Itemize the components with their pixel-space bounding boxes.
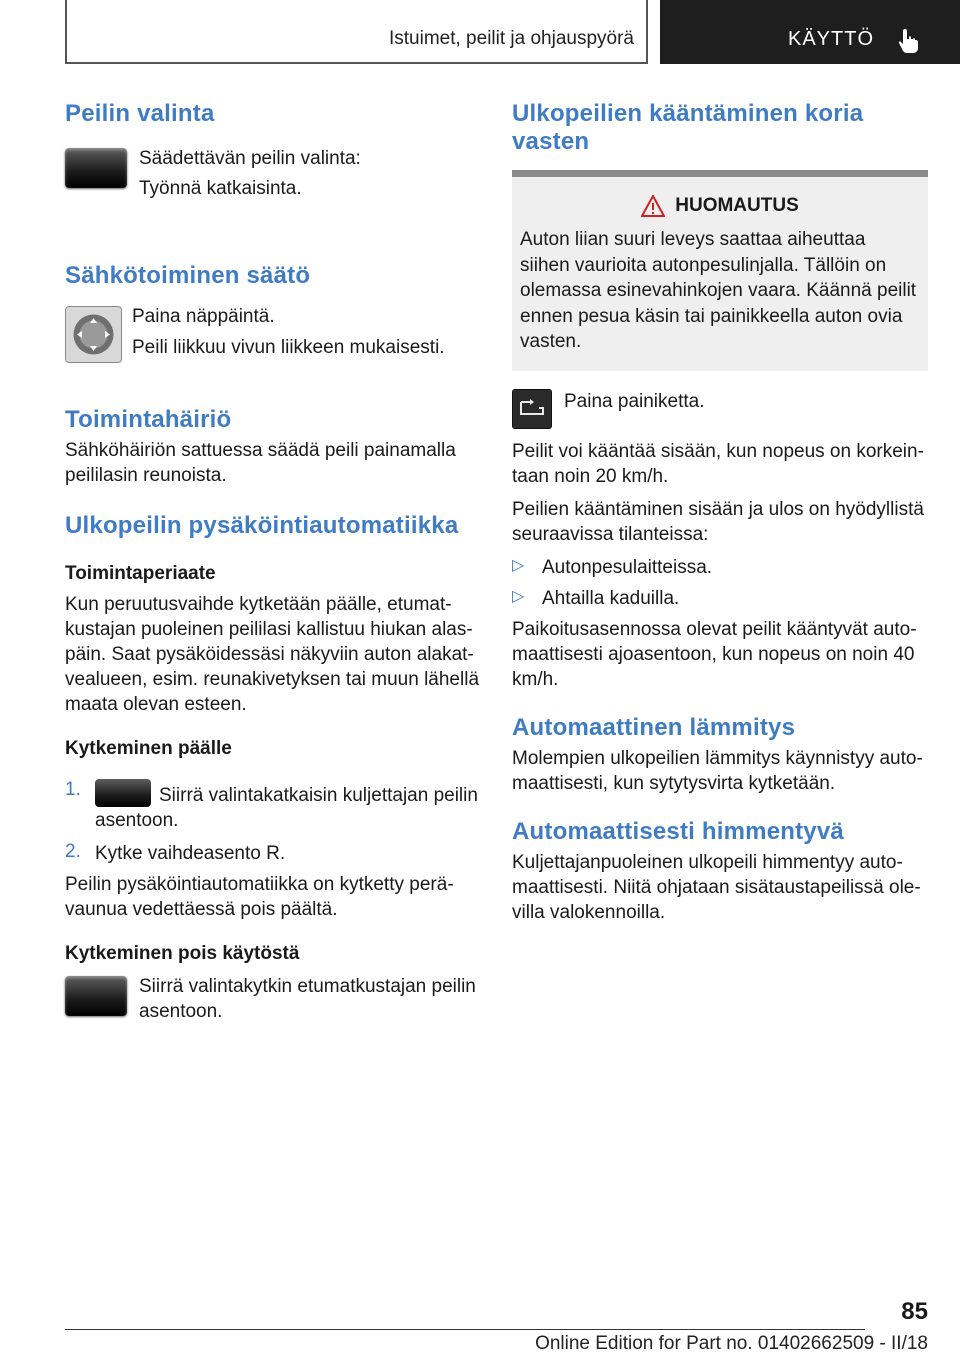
triangle-bullet-icon: ▷ [512, 556, 525, 574]
malfunction-text: Sähköhäiriön sattuessa säädä peili painamalla peililasin reunoista. [65, 440, 456, 486]
fold-speed-text: Peilit voi kääntää sisään, kun nopeus on korkeintaan noin 20 km/h. [512, 440, 924, 487]
mirror-select-switch-icon [95, 779, 151, 807]
trailer-note-text: Peilin pysäköintiautomatiikka on kytketty perävaunua vedettäessä pois päältä. [65, 874, 454, 920]
step-item [65, 841, 483, 866]
auto-unfold-text: Paikoitusasennossa olevat peilit kääntyvät automaattisesti ajoasentoon, kun nopeus on noin 40 km/h. [512, 618, 917, 690]
switch-off-block [65, 974, 483, 1030]
subheading-operating-principle: Toimintaperiaate [65, 563, 216, 584]
notice-title-text: HUOMAUTUS [675, 195, 799, 216]
mirror-selection-block [65, 146, 483, 222]
text-line: Säädettävän peilin valinta: [139, 148, 361, 169]
step-number: 1. [65, 779, 81, 800]
list-item-text: Ahtailla kaduilla. [542, 587, 680, 609]
text-line: Paina näppäintä. [132, 306, 275, 327]
electric-adjust-block [65, 304, 483, 382]
notice-body: Auton liian suuri leveys saattaa aiheuttaa siihen vaurioita autonpesulinjalla. Tällöin on olemassa esinevahinkojen vaara. Käännä peilit ennen pesua käsin tai painikkeella auton ovia vasten. [520, 229, 917, 352]
footer-divider [65, 1329, 865, 1330]
right-column [512, 100, 928, 925]
page-number: 85 [901, 1298, 928, 1325]
press-button-text: Paina painiketta. [564, 390, 705, 412]
notice-title [520, 195, 920, 221]
step-text: Siirrä valintakatkaisin kuljettajan peilin asentoon. [95, 785, 478, 831]
pointing-hand-icon [898, 28, 920, 54]
list-item [512, 586, 928, 611]
heating-text: Molempien ulkopeilien lämmitys käynnistyy automaattisesti, kun sytytysvirta kytketään. [512, 747, 923, 794]
notice-box [512, 170, 928, 371]
switch-off-text: Siirrä valintakytkin etumatkustajan peilin asentoon. [139, 976, 476, 1022]
section-heading-malfunction: Toimintahäiriö [65, 406, 232, 433]
triangle-bullet-icon: ▷ [512, 587, 525, 605]
fold-button-block [512, 389, 928, 433]
mirror-select-switch-icon [65, 148, 127, 188]
subheading-switch-on: Kytkeminen päälle [65, 738, 232, 759]
left-column [65, 100, 483, 1030]
text-line: Työnnä katkaisinta. [139, 178, 302, 199]
warning-triangle-icon [641, 195, 665, 217]
subheading-switch-off: Kytkeminen pois käytöstä [65, 943, 300, 964]
mirror-select-switch-icon [65, 976, 127, 1016]
section-heading-folding: Ulkopeilien kääntäminen koria vasten [512, 100, 864, 155]
step-text: Kytke vaihdeasento R. [95, 843, 286, 864]
step-item [65, 779, 483, 833]
section-heading-mirror-selection: Peilin valinta [65, 100, 215, 127]
chapter-title: Istuimet, peilit ja ohjauspyörä [388, 28, 634, 49]
section-tab[interactable] [660, 0, 960, 64]
section-heading-electric-adjust: Sähkötoiminen säätö [65, 262, 311, 289]
mirror-fold-button-icon [512, 389, 552, 429]
fold-usage-text: Peilien kääntäminen sisään ja ulos on hyödyllistä seuraavissa tilanteissa: [512, 498, 924, 545]
list-item-text: Autonpesulaitteissa. [542, 556, 713, 578]
section-heading-heating: Automaattinen lämmitys [512, 713, 796, 741]
section-tab-label: KÄYTTÖ [787, 28, 874, 50]
section-heading-dimming: Automaattisesti himmentyvä [512, 817, 844, 845]
operating-principle-text: Kun peruutusvaihde kytketään päälle, etumatkustajan puoleinen peililasi kallistuu hiukan alaspäin. Saat pysäköidessäsi näkyviin auton alakatvealueen, esim. reunakivetyksen tai muun lähellä maata olevan esteen. [65, 594, 480, 715]
list-item [512, 555, 928, 580]
section-heading-parking-automatic: Ulkopeilin pysäköintiautomatiikka [65, 512, 459, 539]
mirror-joystick-icon [65, 306, 122, 363]
text-line: Peili liikkuu vivun liikkeen mukaisesti. [132, 337, 445, 358]
dimming-text: Kuljettajanpuoleinen ulkopeili himmentyy automaattisesti. Niitä ohjataan sisätaustapeilissä olevilla valokennoilla. [512, 851, 921, 923]
step-number: 2. [65, 841, 81, 862]
footer-edition: Online Edition for Part no. 01402662509 - II/18 [535, 1333, 928, 1354]
header-chapter-box [65, 0, 648, 64]
